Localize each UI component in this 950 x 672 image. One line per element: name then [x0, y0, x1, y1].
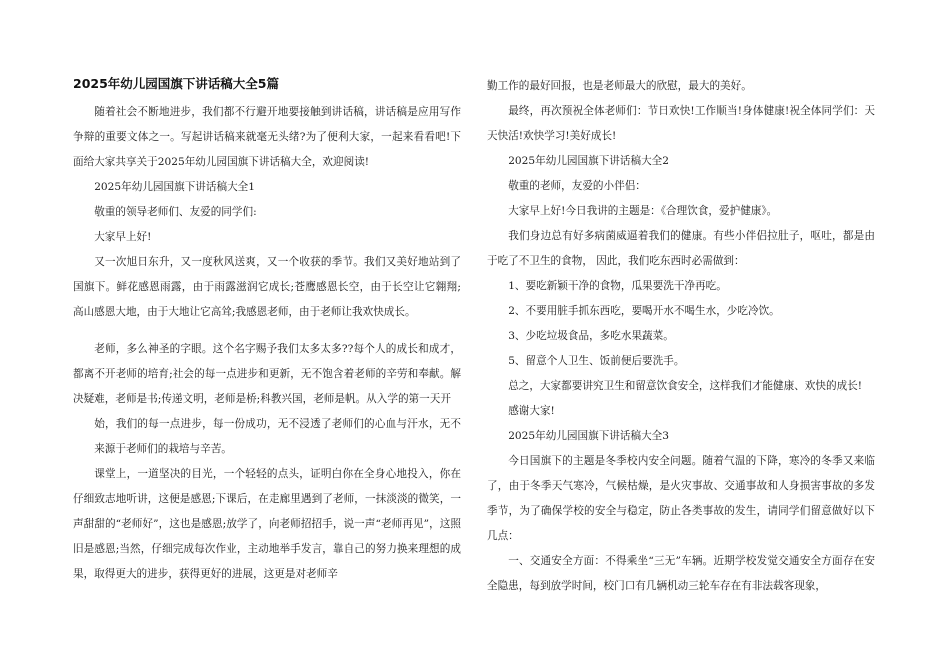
left-column [73, 100, 461, 587]
body-paragraph: 课堂上，一道坚决的目光，一个轻轻的点头，证明白你在全身心地投入，你在仔细致志地听讲，这便是感恩;下课后，在走廊里遇到了老师，一抹淡淡的微笑，一声甜甜的“老师好”，这也是感恩;放学了，向老师招招手，说一声“老师再见”，这照旧是感恩;当然，仔细完成每次作业，主动地举手发言，靠自己的努力换来理想的成果，取得更大的进步，获得更好的进展，这更是对老师辛 [73, 468, 461, 580]
right-column [487, 74, 875, 599]
list-item: 3、少吃垃圾食品，多吃水果蔬菜。 [508, 330, 674, 342]
greeting-paragraph: 大家早上好! [94, 231, 152, 243]
topic-paragraph: 大家早上好!今日我讲的主题是：《合理饮食，爱护健康》。 [508, 205, 778, 217]
section-heading-2: 2025年幼儿园国旗下讲话稿大全2 [508, 155, 670, 167]
closing-paragraph: 最终，再次预祝全体老师们：节日欢快!工作顺当!身体健康!祝全体同学们：天天快活!欢快学习!美好成长! [487, 105, 875, 142]
body-paragraph: 勤工作的最好回报，也是老师最大的欣慰，最大的美好。 [487, 80, 752, 92]
section-heading-1: 2025年幼儿园国旗下讲话稿大全1 [94, 181, 256, 193]
document-title: 2025年幼儿园国旗下讲话稿大全5篇 [73, 76, 279, 91]
body-paragraph: 始，我们的每一点进步，每一份成功，无不浸透了老师们的心血与汗水，无不来源于老师们的栽培与辛苦。 [94, 418, 461, 455]
list-item: 2、不要用脏手抓东西吃，要喝开水不喝生水，少吃冷饮。 [508, 305, 780, 317]
body-paragraph: 我们身边总有好多病菌威逼着我们的健康。有些小伴侣拉肚子，呕吐，都是由于吃了不卫生的食物， 因此，我们吃东西时必需做到： [487, 230, 875, 267]
salutation-paragraph: 敬重的领导老师们、友爱的同学们: [94, 206, 257, 218]
section-heading-3: 2025年幼儿园国旗下讲话稿大全3 [508, 430, 670, 442]
summary-paragraph: 总之，大家都要讲究卫生和留意饮食安全，这样我们才能健康、欢快的成长! [508, 380, 863, 392]
body-paragraph: 一、交通安全方面：不得乘坐“三无”车辆。近期学校发觉交通安全方面存在安全隐患，每到放学时间，校门口有几辆机动三轮车存在有非法载客现象， [487, 555, 875, 592]
list-item: 5、留意个人卫生、饭前便后要洗手。 [508, 355, 685, 367]
body-paragraph: 今日国旗下的主题是冬季校内安全问题。随着气温的下降，寒冷的冬季又来临了，由于冬季天气寒冷，气候枯燥，是火灾事故、交通事故和人身损害事故的多发季节，为了确保学校的安全与稳定，防止各类事故的发生，请同学们留意做好以下几点： [487, 455, 875, 542]
body-paragraph: 又一次旭日东升，又一度秋风送爽，又一个收获的季节。我们又美好地站到了国旗下。鲜花感恩雨露，由于雨露滋润它成长;苍鹰感恩长空，由于长空让它翱翔;高山感恩大地，由于大地让它高耸;我感恩老师，由于老师让我欢快成长。 [73, 256, 461, 318]
thanks-paragraph: 感谢大家! [508, 405, 555, 417]
list-item: 1、要吃新颖干净的食物，瓜果要洗干净再吃。 [508, 280, 727, 292]
salutation-paragraph: 敬重的老师，友爱的小伴侣： [508, 180, 646, 192]
intro-paragraph: 随着社会不断地进步，我们都不行避开地要接触到讲话稿，讲话稿是应用写作争辩的重要文体之一。写起讲话稿来就毫无头绪?为了便利大家，一起来看看吧!下面给大家共享关于2025年幼儿园国旗下讲话稿大全，欢迎阅读! [73, 106, 461, 168]
body-paragraph: 老师，多么神圣的字眼。这个名字赐予我们太多太多??每个人的成长和成才，都离不开老师的培育;社会的每一点进步和更新，无不饱含着老师的辛劳和奉献。解决疑难，老师是书;传递文明，老师是桥;科教兴国，老师是帆。从入学的第一天开 [73, 343, 461, 405]
